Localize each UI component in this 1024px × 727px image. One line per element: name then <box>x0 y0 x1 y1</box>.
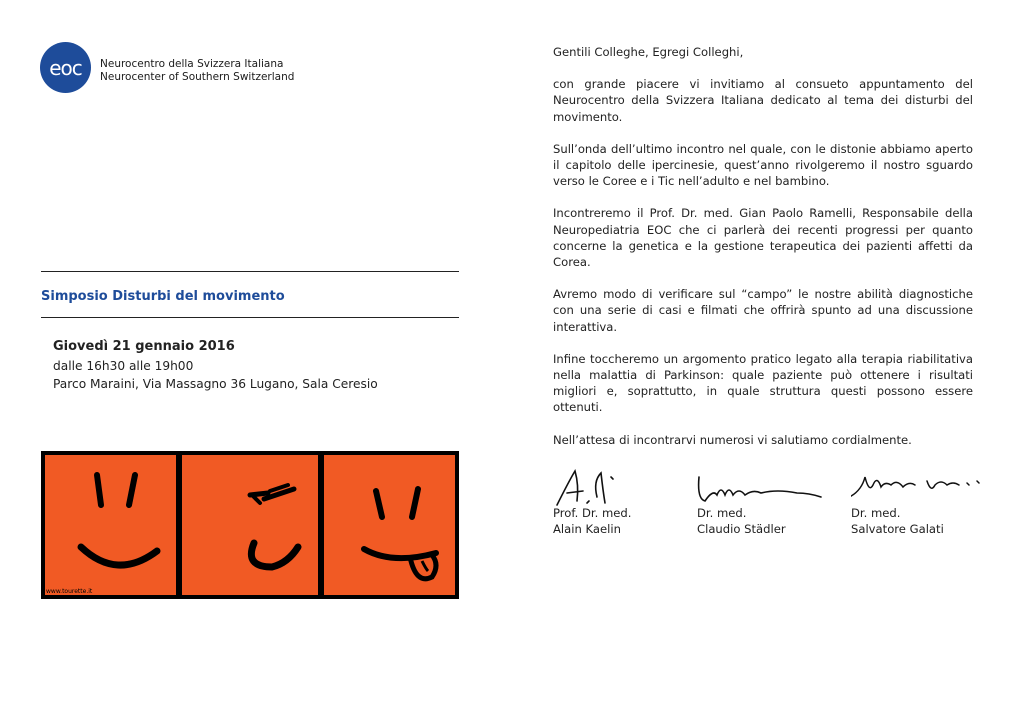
face-panel-wink <box>182 455 318 595</box>
letter-paragraph: con grande piacere vi invitiamo al consueto appuntamento del Neurocentro della Svizzera Italiana dedicato al tema dei disturbi del movimento. <box>553 77 973 124</box>
signatory-title: Prof. Dr. med. <box>553 506 632 520</box>
eoc-logo-mark: eoc <box>49 55 82 80</box>
logo-line-english: Neurocenter of Southern Switzerland <box>100 71 295 83</box>
signature-block-galati <box>851 463 991 537</box>
tongue-face-icon <box>324 455 455 595</box>
signatory-title: Dr. med. <box>851 506 901 520</box>
letter-closing: Nell’attesa di incontrarvi numerosi vi salutiamo cordialmente. <box>553 432 912 447</box>
image-credit: www.tourette.it <box>46 588 93 595</box>
eoc-logo <box>40 42 91 93</box>
signature-galati <box>851 463 991 509</box>
divider-bottom <box>41 317 459 318</box>
signatory-name: Claudio Städler <box>697 521 786 536</box>
letter-paragraph: Avremo modo di verificare sul “campo” le nostre abilità diagnostiche con una serie di casi e filmati che offrirà spunto ad una discussione interattiva. <box>553 287 973 334</box>
face-panel-smile <box>45 455 176 595</box>
signatory-title: Dr. med. <box>697 506 747 520</box>
signatory-name: Alain Kaelin <box>553 521 621 536</box>
letter-greeting: Gentili Colleghe, Egregi Colleghi, <box>553 45 744 59</box>
letter-paragraph: Sull’onda dell’ultimo incontro nel quale, con le distonie abbiamo aperto il capitolo delle ipercinesie, quest’anno rivolgeremo il nostro sguardo verso le Coree e i Tic nell’adulto e nel bambino. <box>553 141 973 189</box>
event-venue: Parco Maraini, Via Massagno 36 Lugano, Sala Ceresio <box>53 377 378 391</box>
event-details <box>53 338 378 393</box>
letter-paragraph: Incontreremo il Prof. Dr. med. Gian Paolo Ramelli, Responsabile della Neuropediatria EOC che ci parlerà dei recenti progressi per quanto concerne la genetica e la gestione terapeutica dei pazienti affetti da Corea. <box>553 206 973 270</box>
smile-face-icon <box>45 455 176 595</box>
signature-kaelin <box>553 463 693 509</box>
divider-top <box>41 271 459 272</box>
logo-line-italian: Neurocentro della Svizzera Italiana <box>100 58 284 70</box>
signature-block-stadler <box>697 463 837 537</box>
face-panel-tongue <box>324 455 455 595</box>
event-date: Giovedì 21 gennaio 2016 <box>53 339 235 354</box>
signatory-name: Salvatore Galati <box>851 521 944 536</box>
logo-caption <box>100 58 294 84</box>
faces-illustration <box>41 451 459 599</box>
event-time: dalle 16h30 alle 19h00 <box>53 359 194 373</box>
letter-paragraph: Infine toccheremo un argomento pratico legato alla terapia riabilitativa nella malattia di Parkinson: quale paziente può ottenere i risultati migliori e, soprattutto, in quale struttura questi possono essere ottenuti. <box>553 351 973 415</box>
signature-stadler <box>697 463 837 509</box>
grimace-face-icon <box>182 455 318 595</box>
signature-block-kaelin <box>553 463 693 537</box>
event-title: Simposio Disturbi del movimento <box>41 289 285 304</box>
invitation-letter <box>553 44 973 464</box>
